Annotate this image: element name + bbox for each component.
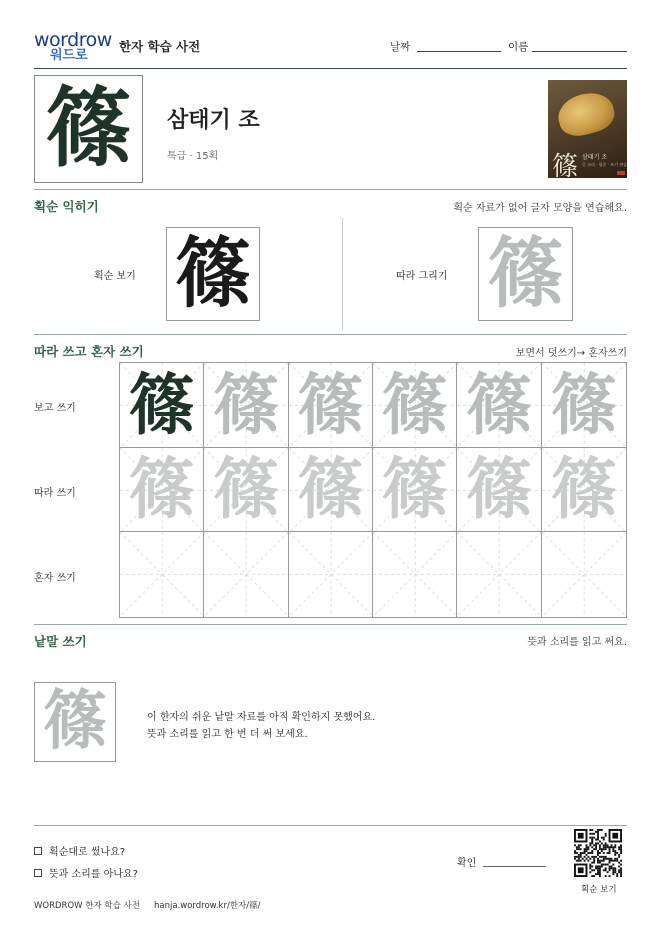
checklist-label-2: 뜻과 소리를 아나요? bbox=[49, 869, 138, 880]
practice-cell[interactable] bbox=[457, 448, 541, 533]
guide-lines bbox=[542, 532, 626, 617]
confirm-label: 확인 bbox=[457, 858, 477, 869]
row-label-alone: 혼자 쓰기 bbox=[34, 573, 76, 584]
practice-hanja: 篠 bbox=[128, 365, 195, 444]
name-label: 이름 bbox=[508, 41, 529, 53]
guide-lines bbox=[373, 532, 457, 617]
practice-cell[interactable] bbox=[542, 448, 626, 533]
cover-hanja: 篠 bbox=[552, 152, 579, 178]
trace-hanja: 篠 bbox=[487, 229, 564, 318]
practice-cell bbox=[120, 363, 204, 448]
wordrow-logo bbox=[34, 31, 112, 62]
word-message-line2: 뜻과 소리를 읽고 한 번 더 써 보세요. bbox=[147, 729, 308, 740]
main-hanja-box bbox=[34, 75, 143, 183]
practice-cell[interactable] bbox=[373, 448, 457, 533]
practice-hanja: 篠 bbox=[297, 365, 364, 444]
word-practice-hanja: 篠 bbox=[43, 684, 107, 759]
practice-cell[interactable] bbox=[120, 532, 204, 617]
qr-caption: 획순 보기 bbox=[581, 885, 617, 895]
practice-cell[interactable] bbox=[457, 363, 541, 448]
practice-cell[interactable] bbox=[457, 532, 541, 617]
practice-cell[interactable] bbox=[373, 363, 457, 448]
practice-cell[interactable] bbox=[289, 448, 373, 533]
checklist-label-1: 획순대로 썼나요? bbox=[49, 847, 126, 858]
footer-brand: WORDROW 한자 학습 사전 bbox=[34, 901, 140, 911]
checklist-item-meaning[interactable] bbox=[34, 865, 138, 880]
summary-divider bbox=[34, 189, 627, 190]
practice-cell[interactable] bbox=[289, 363, 373, 448]
practice-cell[interactable] bbox=[373, 532, 457, 617]
cover-title: 삼태기 조 bbox=[582, 154, 608, 161]
practice-cell[interactable] bbox=[542, 363, 626, 448]
checkbox-icon[interactable] bbox=[34, 847, 42, 855]
trace-box[interactable] bbox=[478, 227, 573, 321]
practice-hanja: 篠 bbox=[128, 450, 195, 529]
stroke-section-title: 획순 익히기 bbox=[34, 199, 99, 214]
practice-cell[interactable] bbox=[289, 532, 373, 617]
date-label: 날짜 bbox=[390, 41, 411, 53]
trace-label: 따라 그리기 bbox=[396, 271, 448, 282]
practice-hanja: 篠 bbox=[550, 450, 617, 529]
guide-lines bbox=[120, 532, 204, 617]
practice-hanja: 篠 bbox=[212, 365, 279, 444]
word-section-divider bbox=[34, 825, 627, 826]
header-divider bbox=[34, 68, 627, 69]
practice-grid bbox=[119, 362, 627, 618]
practice-section-note: 보면서 덧쓰기→ 혼자쓰기 bbox=[515, 348, 627, 359]
practice-hanja: 篠 bbox=[465, 365, 532, 444]
practice-hanja: 篠 bbox=[212, 450, 279, 529]
basket-illustration bbox=[554, 87, 618, 140]
practice-section-divider bbox=[34, 624, 627, 625]
book-cover-image bbox=[548, 80, 627, 178]
cover-tag bbox=[617, 171, 625, 175]
practice-hanja: 篠 bbox=[297, 450, 364, 529]
practice-hanja: 篠 bbox=[381, 450, 448, 529]
practice-cell[interactable] bbox=[204, 532, 288, 617]
word-message-line1: 이 한자의 쉬운 낱말 자료를 아직 확인하지 못했어요. bbox=[147, 712, 376, 723]
practice-section-title: 따라 쓰고 혼자 쓰기 bbox=[34, 344, 144, 359]
confirm-signature-line[interactable] bbox=[483, 866, 546, 867]
cover-subtitle: 뜻 소리 · 필순 · 쓰기 연습 bbox=[582, 162, 627, 167]
main-hanja: 篠 bbox=[45, 78, 132, 179]
checklist-item-stroke-order[interactable] bbox=[34, 843, 125, 858]
word-practice-box[interactable] bbox=[34, 682, 116, 762]
row-label-trace: 따라 쓰기 bbox=[34, 488, 76, 499]
stroke-divider bbox=[342, 218, 343, 330]
word-section-note: 뜻과 소리를 읽고 써요. bbox=[527, 637, 627, 648]
stroke-view-box bbox=[166, 227, 260, 321]
logo-korean: 워드로 bbox=[50, 48, 88, 63]
grade-strokes: 특급 · 15획 bbox=[167, 151, 219, 162]
stroke-view-label: 획순 보기 bbox=[94, 271, 136, 282]
date-field-line[interactable] bbox=[417, 51, 501, 52]
qr-code-icon[interactable] bbox=[574, 829, 622, 877]
practice-cell[interactable] bbox=[204, 448, 288, 533]
row-label-look: 보고 쓰기 bbox=[34, 403, 76, 414]
practice-cell[interactable] bbox=[204, 363, 288, 448]
checkbox-icon[interactable] bbox=[34, 869, 42, 877]
practice-hanja: 篠 bbox=[465, 450, 532, 529]
guide-lines bbox=[289, 532, 373, 617]
practice-hanja: 篠 bbox=[550, 365, 617, 444]
header-title: 한자 학습 사전 bbox=[119, 39, 201, 54]
footer-url[interactable]: hanja.wordrow.kr/한자/篠/ bbox=[154, 901, 261, 911]
guide-lines bbox=[204, 532, 288, 617]
practice-cell[interactable] bbox=[542, 532, 626, 617]
stroke-section-divider bbox=[34, 334, 627, 335]
guide-lines bbox=[457, 532, 541, 617]
stroke-view-hanja: 篠 bbox=[175, 229, 251, 318]
name-field-line[interactable] bbox=[532, 51, 627, 52]
practice-hanja: 篠 bbox=[381, 365, 448, 444]
word-section-title: 낱말 쓰기 bbox=[34, 634, 87, 649]
meaning-sound: 삼태기 조 bbox=[167, 108, 260, 133]
practice-cell[interactable] bbox=[120, 448, 204, 533]
stroke-section-note: 획순 자료가 없어 글자 모양을 연습해요. bbox=[453, 203, 627, 214]
logo-wordmark: wordrow bbox=[34, 29, 112, 51]
